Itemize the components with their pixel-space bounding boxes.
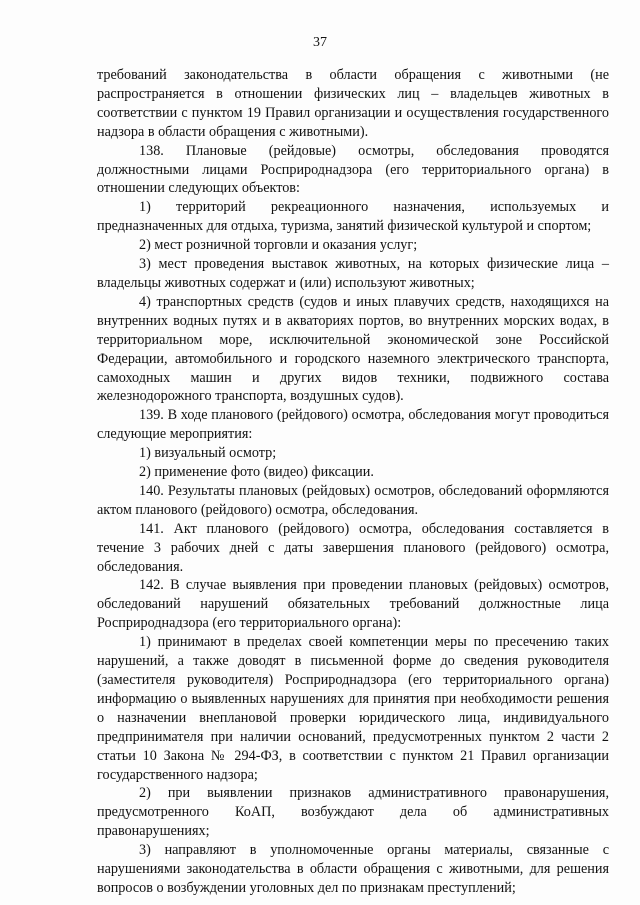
paragraph-139-item-2: 2) применение фото (видео) фиксации. xyxy=(139,464,374,481)
paragraph-142-item-1: 1) принимают в пределах своей компетенции меры по пресечению таких нарушений, а также доводят в письменной форме до сведения руководителя (заместителя руководителя) Росприроднадзора (его территориального органа) информацию о выявленных нарушениях для принятия при необходимости решения о назначении внеплановой проверки юридического лица, индивидуального предпринимателя при наличии оснований, предусмотренных пунктом 2 части 2 статьи 10 Закона № 294-ФЗ, в соответствии с пунктом 21 Правил организации государственного надзора; xyxy=(97,634,609,783)
paragraph-138-item-4: 4) транспортных средств (судов и иных плавучих средств, находящихся на внутренних водных путях и в акваториях портов, во внутренних морских водах, в территориальном море, исключительной экономической зоне Российской Федерации, автомобильного и городского наземного электрического транспорта, самоходных машин и других видов техники, подвижного состава железнодорожного транспорта, воздушных судов). xyxy=(97,293,609,405)
paragraph-140: 140. Результаты плановых (рейдовых) осмотров, обследований оформляются актом планового (рейдового) осмотра, обследования. xyxy=(97,482,609,518)
document-body xyxy=(97,66,609,898)
paragraph-142-item-2: 2) при выявлении признаков административного правонарушения, предусмотренного КоАП, возбуждают дела об административных правонарушениях; xyxy=(97,785,609,840)
paragraph-142-item-3: 3) направляют в уполномоченные органы материалы, связанные с нарушениями законодательства в области обращения с животными, для решения вопросов о возбуждении уголовных дел по признакам преступлений; xyxy=(97,842,609,896)
paragraph-138: 138. Плановые (рейдовые) осмотры, обследования проводятся должностными лицами Росприроднадзора (его территориального органа) в отношении следующих объектов: xyxy=(97,142,609,197)
paragraph-138-item-2: 2) мест розничной торговли и оказания услуг; xyxy=(139,237,418,254)
paragraph-139-item-1: 1) визуальный осмотр; xyxy=(139,445,277,462)
paragraph-138-item-1: 1) территорий рекреационного назначения, используемых и предназначенных для отдыха, туризма, занятий физической культурой и спортом; xyxy=(97,199,609,235)
paragraph-141: 141. Акт планового (рейдового) осмотра, обследования составляется в течение 3 рабочих дней с даты завершения планового (рейдового) осмотра, обследования. xyxy=(97,520,609,575)
paragraph-intro-continuation: требований законодательства в области обращения с животными (не распространяется в отношении физических лиц – владельцев животных в соответствии с пунктом 19 Правил организации и осуществления государственного надзора в области обращения с животными). xyxy=(97,67,609,140)
page-number: 37 xyxy=(313,35,327,50)
paragraph-142: 142. В случае выявления при проведении плановых (рейдовых) осмотров, обследований нарушений обязательных требований должностные лица Росприроднадзора (его территориального органа): xyxy=(97,577,609,632)
paragraph-139: 139. В ходе планового (рейдового) осмотра, обследования могут проводиться следующие мероприятия: xyxy=(97,407,609,443)
paragraph-138-item-3: 3) мест проведения выставок животных, на которых физические лица – владельцы животных содержат и (или) используют животных; xyxy=(97,256,609,291)
